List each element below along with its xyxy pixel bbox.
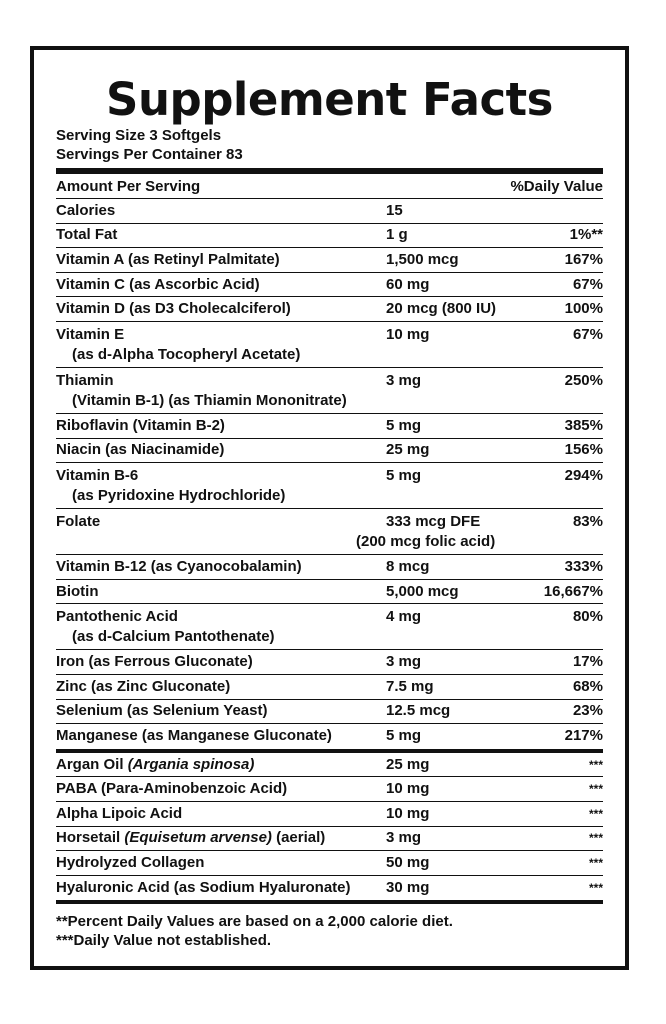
nutrient-amount-text: 15 xyxy=(386,201,403,219)
ingredient-daily-value xyxy=(536,828,603,848)
ingredient-name xyxy=(56,804,386,824)
nutrient-amount xyxy=(386,607,536,627)
nutrient-daily-value: 68% xyxy=(572,677,603,695)
nutrient-amount xyxy=(386,440,536,460)
daily-value-header: %Daily Value xyxy=(510,177,603,195)
nutrient-amount-detail: (200 mcg folic acid) xyxy=(356,533,496,551)
nutrient-name xyxy=(56,701,386,721)
ingredient-name-text: Alpha Lipoic Acid xyxy=(56,804,183,822)
nutrient-name xyxy=(56,275,386,295)
ingredient-daily-value-marker: *** xyxy=(588,806,603,821)
nutrient-daily-value: 100% xyxy=(564,300,603,318)
nutrient-daily-value: 23% xyxy=(572,702,603,720)
nutrient-amount-text: 4 mg xyxy=(386,608,422,626)
ingredient-amount: 30 mg xyxy=(386,878,430,896)
nutrient-amount-text: 3 mg xyxy=(386,653,422,671)
nutrient-daily-value: 67% xyxy=(572,275,603,293)
nutrient-amount xyxy=(386,275,536,295)
nutrient-name xyxy=(56,466,386,506)
ingredient-daily-value xyxy=(536,853,603,873)
nutrient-name xyxy=(56,225,386,245)
ingredient-amount: 10 mg xyxy=(386,804,430,822)
nutrient-amount xyxy=(386,677,536,697)
ingredient-name-text: PABA (Para-Aminobenzoic Acid) xyxy=(56,780,288,798)
nutrient-name xyxy=(56,726,386,746)
nutrient-daily-value: 156% xyxy=(564,441,603,459)
nutrient-row xyxy=(56,248,603,273)
nutrient-row xyxy=(56,322,603,368)
nutrient-row xyxy=(56,675,603,700)
ingredient-daily-value xyxy=(536,755,603,775)
ingredient-daily-value-marker: *** xyxy=(588,757,603,772)
nutrient-row xyxy=(56,604,603,650)
ingredient-name xyxy=(56,828,386,848)
ingredient-botanical-name: (Argania spinosa) xyxy=(127,755,255,773)
table-header xyxy=(56,174,603,198)
nutrient-daily-value: 67% xyxy=(572,325,603,343)
nutrient-amount-text: 5 mg xyxy=(386,467,422,485)
nutrient-name-text: Folate xyxy=(56,513,101,531)
nutrient-amount-text: 1,500 mcg xyxy=(386,250,459,268)
nutrient-amount xyxy=(386,225,536,245)
ingredient-row xyxy=(56,827,603,852)
ingredient-name xyxy=(56,755,386,775)
nutrient-amount-text: 25 mg xyxy=(386,441,430,459)
nutrient-row xyxy=(56,555,603,580)
nutrient-name xyxy=(56,201,386,221)
nutrient-name-text: Pantothenic Acid xyxy=(56,608,178,626)
nutrient-amount-text: 7.5 mg xyxy=(386,677,434,695)
ingredient-amount: 3 mg xyxy=(386,829,422,847)
nutrient-amount-text: 3 mg xyxy=(386,371,422,389)
nutrient-name-detail: (as Pyridoxine Hydrochloride) xyxy=(72,487,286,505)
nutrient-name-text: Riboflavin (Vitamin B-2) xyxy=(56,416,225,434)
nutrient-name xyxy=(56,250,386,270)
nutrient-amount xyxy=(386,557,536,577)
nutrient-name xyxy=(56,371,386,411)
panel-title: Supplement Facts xyxy=(106,73,553,126)
nutrient-name-text: Vitamin A (as Retinyl Palmitate) xyxy=(56,250,280,268)
ingredient-amount: 50 mg xyxy=(386,853,430,871)
nutrient-amount xyxy=(386,299,536,319)
nutrient-amount-text: 1 g xyxy=(386,226,408,244)
ingredient-daily-value-marker: *** xyxy=(588,855,603,870)
ingredient-row xyxy=(56,802,603,827)
nutrient-name xyxy=(56,677,386,697)
other-ingredient-rows xyxy=(56,753,603,901)
ingredient-daily-value xyxy=(536,779,603,799)
nutrient-name-text: Biotin xyxy=(56,582,99,600)
ingredient-name xyxy=(56,853,386,873)
nutrient-amount-text: 20 mcg (800 IU) xyxy=(386,300,497,318)
nutrient-amount-text: 10 mg xyxy=(386,325,430,343)
nutrient-amount xyxy=(386,466,536,486)
nutrient-amount-text: 5 mg xyxy=(386,416,422,434)
nutrient-daily-value: 16,667% xyxy=(543,582,603,600)
ingredient-daily-value-marker: *** xyxy=(588,782,603,797)
nutrient-row xyxy=(56,700,603,725)
nutrient-row xyxy=(56,199,603,224)
nutrient-amount xyxy=(386,325,536,345)
nutrient-name-text: Vitamin B-12 (as Cyanocobalamin) xyxy=(56,557,302,575)
ingredient-amount: 10 mg xyxy=(386,780,430,798)
ingredient-daily-value-marker: *** xyxy=(588,880,603,895)
nutrient-name xyxy=(56,512,386,532)
nutrient-amount xyxy=(386,371,536,391)
nutrient-row xyxy=(56,724,603,749)
nutrient-amount xyxy=(386,582,536,602)
ingredient-name-text: Hydrolyzed Collagen xyxy=(56,853,205,871)
nutrient-name xyxy=(56,652,386,672)
servings-per-container: Servings Per Container 83 xyxy=(56,146,243,163)
nutrient-row xyxy=(56,414,603,439)
nutrient-amount xyxy=(386,416,536,436)
ingredient-amount: 25 mg xyxy=(386,755,430,773)
ingredient-botanical-name: (Equisetum arvense) xyxy=(124,829,272,847)
footnote-percent-dv: **Percent Daily Values are based on a 2,000 calorie diet. xyxy=(56,913,453,931)
nutrient-name xyxy=(56,607,386,647)
nutrient-name-text: Vitamin B-6 xyxy=(56,467,139,485)
nutrient-daily-value: 333% xyxy=(564,557,603,575)
nutrient-name xyxy=(56,557,386,577)
nutrient-name-text: Vitamin E xyxy=(56,325,125,343)
nutrient-name-text: Iron (as Ferrous Gluconate) xyxy=(56,653,253,671)
nutrient-name-detail: (Vitamin B-1) (as Thiamin Mononitrate) xyxy=(72,391,347,409)
ingredient-row xyxy=(56,851,603,876)
nutrient-daily-value: 80% xyxy=(572,608,603,626)
ingredient-daily-value-marker: *** xyxy=(588,831,603,846)
nutrient-daily-value: 385% xyxy=(564,416,603,434)
nutrient-daily-value: 217% xyxy=(564,727,603,745)
nutrient-row xyxy=(56,368,603,414)
nutrient-row xyxy=(56,580,603,605)
nutrient-name-text: Zinc (as Zinc Gluconate) xyxy=(56,677,231,695)
ingredient-row xyxy=(56,753,603,778)
nutrient-name xyxy=(56,440,386,460)
nutrient-amount-text: 5 mg xyxy=(386,727,422,745)
panel-content xyxy=(56,50,603,950)
nutrient-name xyxy=(56,299,386,319)
nutrient-row xyxy=(56,463,603,509)
nutrient-name-detail: (as d-Calcium Pantothenate) xyxy=(72,628,275,646)
ingredient-daily-value xyxy=(536,804,603,824)
nutrient-name-text: Selenium (as Selenium Yeast) xyxy=(56,702,268,720)
footnote-dv-not-established: ***Daily Value not established. xyxy=(56,932,272,950)
amount-per-serving-header: Amount Per Serving xyxy=(56,177,201,195)
ingredient-daily-value xyxy=(536,878,603,898)
ingredient-name-text: Horsetail xyxy=(56,829,125,847)
nutrient-amount-text: 333 mcg DFE xyxy=(386,513,481,531)
nutrient-row xyxy=(56,273,603,298)
ingredient-row xyxy=(56,777,603,802)
nutrient-amount-text: 60 mg xyxy=(386,275,430,293)
nutrient-row xyxy=(56,439,603,464)
nutrient-amount-text: 5,000 mcg xyxy=(386,582,459,600)
supplement-facts-panel xyxy=(30,46,629,970)
footnotes xyxy=(56,912,603,950)
nutrient-amount-text: 12.5 mcg xyxy=(386,702,451,720)
nutrient-name xyxy=(56,582,386,602)
nutrient-row xyxy=(56,297,603,322)
nutrient-amount-text: 8 mcg xyxy=(386,557,430,575)
nutrient-name-text: Total Fat xyxy=(56,226,118,244)
ingredient-name xyxy=(56,779,386,799)
ingredient-row xyxy=(56,876,603,901)
nutrient-amount xyxy=(386,201,536,221)
ingredient-name xyxy=(56,878,386,898)
nutrient-name-text: Thiamin xyxy=(56,371,114,389)
footer-divider xyxy=(56,900,603,904)
nutrient-name-detail: (as d-Alpha Tocopheryl Acetate) xyxy=(72,345,301,363)
nutrient-daily-value: 83% xyxy=(572,513,603,531)
nutrient-name xyxy=(56,325,386,365)
nutrient-name-text: Vitamin C (as Ascorbic Acid) xyxy=(56,275,260,293)
nutrient-name-text: Niacin (as Niacinamide) xyxy=(56,441,225,459)
nutrient-name-text: Vitamin D (as D3 Cholecalciferol) xyxy=(56,300,291,318)
nutrient-amount xyxy=(386,726,536,746)
nutrient-name xyxy=(56,416,386,436)
nutrient-name-text: Calories xyxy=(56,201,116,219)
nutrient-row xyxy=(56,509,603,555)
nutrient-amount xyxy=(356,512,536,552)
ingredient-part: (aerial) xyxy=(271,829,326,847)
nutrient-daily-value: 17% xyxy=(572,653,603,671)
nutrient-amount xyxy=(386,250,536,270)
nutrient-daily-value: 1%** xyxy=(569,226,603,244)
nutrient-row xyxy=(56,650,603,675)
nutrient-row xyxy=(56,224,603,249)
serving-size: Serving Size 3 Softgels xyxy=(56,127,222,144)
ingredient-name-text: Argan Oil xyxy=(56,755,128,773)
nutrient-daily-value: 294% xyxy=(564,467,603,485)
nutrient-daily-value: 167% xyxy=(564,250,603,268)
nutrient-name-text: Manganese (as Manganese Gluconate) xyxy=(56,727,332,745)
ingredient-name-text: Hyaluronic Acid (as Sodium Hyaluronate) xyxy=(56,878,351,896)
nutrient-rows xyxy=(56,199,603,749)
nutrient-amount xyxy=(386,652,536,672)
nutrient-daily-value: 250% xyxy=(564,371,603,389)
nutrient-amount xyxy=(386,701,536,721)
